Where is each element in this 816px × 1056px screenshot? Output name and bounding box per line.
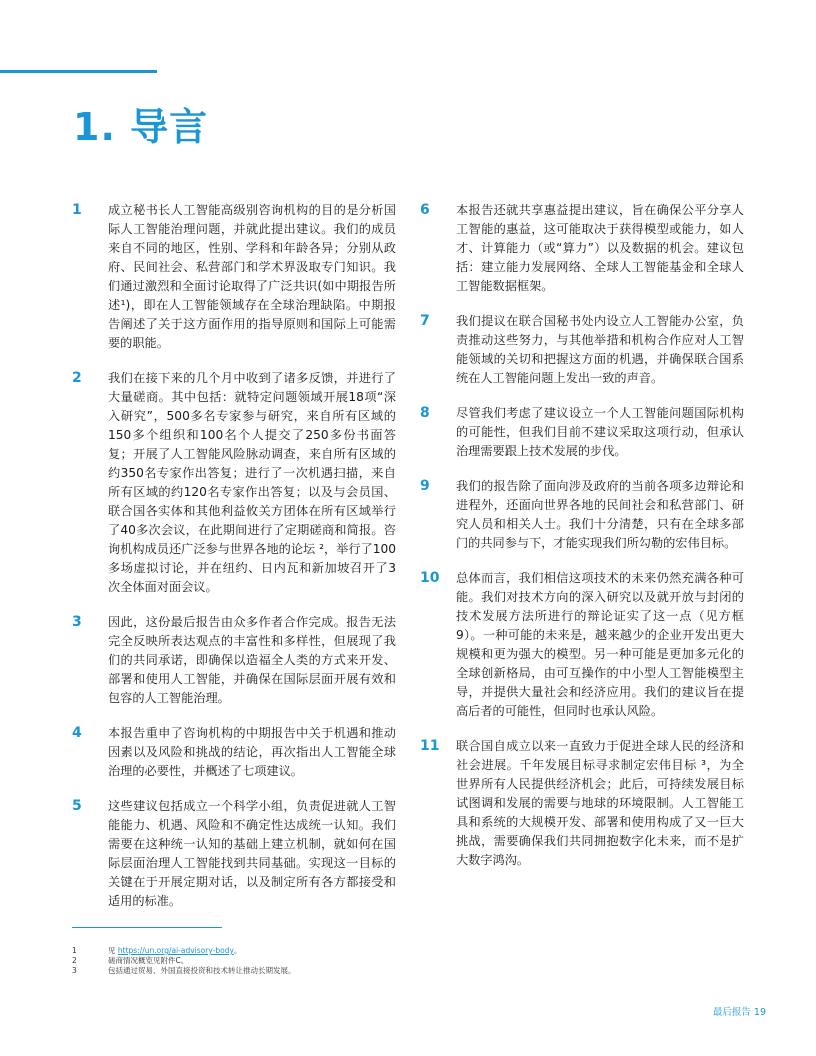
right-column xyxy=(420,201,765,886)
paragraph-text: 尽管我们考虑了建议设立一个人工智能问题国际机构的可能性，但我们目前不建议采取这项行动，但承认治理需要跟上技术发展的步伐。 xyxy=(456,406,744,458)
paragraph-text: 成立秘书长人工智能高级别咨询机构的目的是分析国际人工智能治理问题，并就此提出建议。我们的成员来自不同的地区，性别、学科和年龄各异；分别从政府、民间社会、私营部门和学术界汲取专门知识。我们通过激烈和全面讨论取得了广泛共识(如中期报告所述¹)，即在人工智能领域存在全球治理缺陷。中期报告阐述了关于这方面作用的指导原则和国际上可能需要的职能。 xyxy=(108,203,396,350)
paragraph-text: 联合国自成立以来一直致力于促进全球人民的经济和社会进展。千年发展目标寻求制定宏伟目标 ³，为全世界所有人民提供经济机会；此后，可持续发展目标试图调和发展的需要与地球的环境限制。人工智能工具和系统的大规模开发、部署和使用构成了又一巨大挑战，需要确保我们共同拥抱数字化未来，而不是扩大数字鸿沟。 xyxy=(456,739,744,867)
paragraph-text: 我们的报告除了面向涉及政府的当前各项多边辩论和进程外，还面向世界各地的民间社会和私营部门、研究人员和相关人士。我们十分清楚，只有在全球多部门的共同参与下，才能实现我们所勾勒的宏伟目标。 xyxy=(456,479,744,550)
page-footer xyxy=(713,1004,766,1018)
footnote-text: 包括通过贸易、外国直接投资和技术转让推动长期发展。 xyxy=(108,966,296,975)
paragraph-6 xyxy=(420,201,765,296)
paragraph-10 xyxy=(420,569,765,721)
footnote-1 xyxy=(72,946,632,956)
paragraph-text: 总体而言，我们相信这项技术的未来仍然充满各种可能。我们对技术方向的深入研究以及就开放与封闭的技术发展方法所进行的辩论证实了这一点（见方框9）。一种可能的未来是，越来越少的企业开发出更大规模和更为强大的模型。另一种可能是更加多元化的全球创新格局，由可互操作的中小型人工智能模型主导，并提供大量社会和经济应用。我们的建议旨在提高后者的可能性，但同时也承认风险。 xyxy=(456,571,744,718)
paragraph-number: 10 xyxy=(420,570,440,586)
footnote-3 xyxy=(72,966,632,976)
paragraph-5 xyxy=(72,797,417,911)
paragraph-number: 11 xyxy=(420,738,440,754)
paragraph-number: 6 xyxy=(420,202,430,218)
paragraph-9 xyxy=(420,477,765,553)
footnote-text xyxy=(108,946,241,956)
paragraph-number: 4 xyxy=(72,725,82,741)
paragraph-text: 本报告重申了咨询机构的中期报告中关于机遇和推动因素以及风险和挑战的结论，再次指出人工智能全球治理的必要性，并概述了七项建议。 xyxy=(108,726,396,778)
paragraph-4 xyxy=(72,724,417,781)
report-label: 最后报告 xyxy=(712,1007,751,1018)
section-title: 1. 导言 xyxy=(73,105,209,149)
footnote-divider xyxy=(72,927,222,928)
paragraph-number: 8 xyxy=(420,405,430,421)
advisory-body-link[interactable]: https://un.org/ai-advisory-body xyxy=(117,946,234,955)
paragraph-text: 我们在接下来的几个月中收到了诸多反馈，并进行了大量磋商。其中包括：就特定问题领域开展18项“深入研究”，500多名专家参与研究，来自所有区域的150多个组织和100名个人提交了250多份书面答复；开展了人工智能风险脉动调查，来自所有区域的约350名专家作出答复；进行了一次机遇扫描，来自所有区域的约120名专家作出答复；以及与会员国、联合国各实体和其他利益攸关方团体在所有区域举行了40多次会议，在此期间进行了定期磋商和简报。咨询机构成员还广泛参与世界各地的论坛 ²，举行了100多场虚拟讨论，并在纽约、日内瓦和新加坡召开了3次全体面对面会议。 xyxy=(108,371,396,594)
paragraph-text: 本报告还就共享惠益提出建议，旨在确保公平分享人工智能的惠益，这可能取决于获得模型或能力，如人才、计算能力（或“算力”）以及数据的机会。建议包括：建立能力发展网络、全球人工智能基金和全球人工智能数据框架。 xyxy=(456,203,744,293)
paragraph-text: 我们提议在联合国秘书处内设立人工智能办公室，负责推动这些努力，与其他举措和机构合作应对人工智能领域的关切和把握这方面的机遇，并确保联合国系统在人工智能问题上发出一致的声音。 xyxy=(456,314,744,385)
paragraph-11 xyxy=(420,737,765,870)
paragraph-text: 这些建议包括成立一个科学小组，负责促进就人工智能能力、机遇、风险和不确定性达成统一认知。我们需要在这种统一认知的基础上建立机制，就如何在国际层面治理人工智能找到共同基础。实现这一目标的关键在于开展定期对话，以及制定所有各方都接受和适用的标准。 xyxy=(108,799,396,908)
paragraph-3 xyxy=(72,613,417,708)
paragraph-number: 9 xyxy=(420,478,430,494)
footnote-2 xyxy=(72,956,632,966)
footnote-suffix: 。 xyxy=(233,946,242,955)
paragraph-1 xyxy=(72,201,417,353)
paragraph-8 xyxy=(420,404,765,461)
footnote-number: 3 xyxy=(72,966,77,975)
paragraph-number: 1 xyxy=(72,202,82,218)
paragraph-7 xyxy=(420,312,765,388)
paragraph-number: 3 xyxy=(72,614,82,630)
page-number: 19 xyxy=(753,1007,766,1018)
paragraph-text: 因此，这份最后报告由众多作者合作完成。报告无法完全反映所表达观点的丰富性和多样性，但展现了我们的共同承诺，即确保以造福全人类的方式来开发、部署和使用人工智能，并确保在国际层面开展有效和包容的人工智能治理。 xyxy=(108,615,396,705)
header-accent-rule xyxy=(0,70,157,73)
left-column xyxy=(72,201,417,927)
footnote-prefix: 见 xyxy=(108,946,118,955)
footnote-number: 2 xyxy=(72,956,77,965)
footnote-number: 1 xyxy=(72,946,77,955)
paragraph-2 xyxy=(72,369,417,597)
paragraph-number: 7 xyxy=(420,313,430,329)
footnote-text: 磋商情况概览见附件C。 xyxy=(108,956,189,965)
paragraph-number: 5 xyxy=(72,798,82,814)
paragraph-number: 2 xyxy=(72,370,82,386)
footnotes xyxy=(72,946,632,976)
